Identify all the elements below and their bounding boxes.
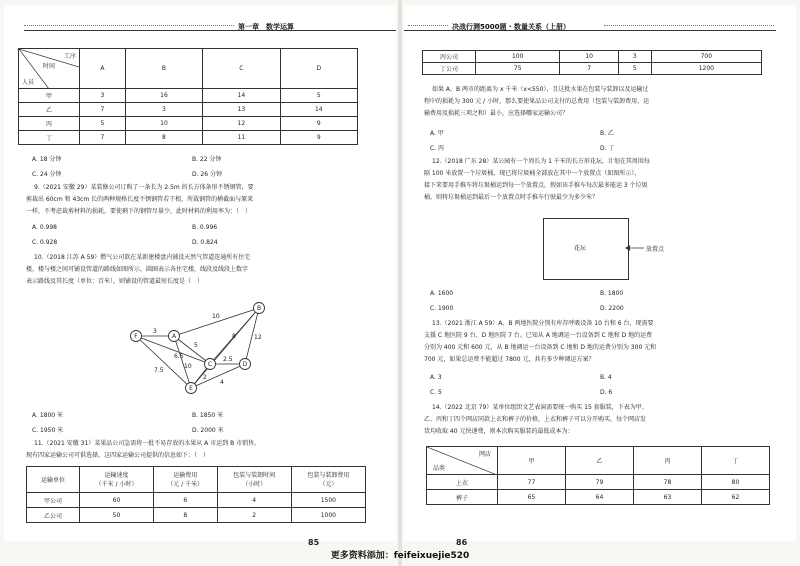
table-cell: 7 (560, 63, 619, 75)
table-cell: 80 (702, 475, 770, 490)
column-header: A (80, 49, 126, 89)
table-cell: 7 (80, 131, 126, 145)
edge-label: 5 (194, 342, 198, 349)
option-b: B. 22 分钟 (192, 156, 222, 163)
table-cell: 3 (618, 51, 651, 63)
process-time-table (18, 48, 358, 145)
question-text: 剪裁出 60cm 和 43cm 长的两种规格长度不锈钢管若干根，所裁钢管的横截面与原来 (26, 196, 254, 203)
column-header: 丁 (702, 447, 770, 475)
option-c: C. 24 分钟 (32, 171, 62, 178)
option-d: D. 丁 (600, 145, 615, 152)
option-b: B. 乙 (600, 130, 614, 137)
table-cell: 78 (634, 475, 702, 490)
question-text: 程中的损耗为 300 元 / 小时，那么要使果品公司支付的总费用（包装与装卸费用、运 (424, 98, 650, 105)
arrow-icon (624, 242, 644, 254)
header-dots (24, 25, 234, 26)
option-a: A. 甲 (430, 130, 444, 137)
column-header: C (203, 49, 280, 89)
table-row (423, 63, 762, 75)
option-c: C. 1950 米 (32, 427, 64, 434)
option-b: B. 1800 (600, 290, 624, 297)
column-header: 甲 (498, 447, 566, 475)
table-cell: 1500 (291, 493, 365, 508)
corner-label-category: 品类 (433, 465, 446, 472)
node-label: B (256, 305, 262, 312)
option-d: D. 2000 米 (192, 427, 224, 434)
edge-e-d (191, 364, 245, 388)
node-label: C (207, 361, 213, 368)
question-text: 700 元，如果总运费不能超过 7800 元，共有多少种调运方案？ (424, 356, 595, 363)
header-dots (408, 25, 448, 26)
table-cell: 8 (125, 131, 202, 145)
table-cell: 9 (280, 117, 357, 131)
header-rule (404, 30, 776, 31)
table-cell: 11 (203, 131, 280, 145)
row-label: 甲 (19, 89, 80, 103)
table-cell: 64 (566, 490, 634, 505)
table-row (19, 103, 358, 117)
question-text: 9.（2021 安徽 29）某装修公司订购了一条长为 2.5m 的长方体条形不锈钢管，要 (34, 184, 254, 191)
transport-company-table-continued (422, 50, 762, 75)
question-text: 14.（2022 北京 79）某单位组织文艺表演需要统一购买 15 套服装，下表为甲、 (432, 404, 648, 411)
edge-label: 10 (212, 313, 220, 320)
table-row (27, 508, 366, 523)
option-b: B. 0.996 (192, 224, 218, 231)
column-header: 乙 (566, 447, 634, 475)
table-cell: 700 (651, 51, 761, 63)
corner-label-person: 人员 (22, 79, 35, 86)
edge-label: 10 (184, 363, 192, 370)
footer-contact-note: 更多资料添加：feifeixuejie520 (330, 551, 470, 561)
table-row (427, 490, 770, 505)
table-cell: 50 (80, 508, 154, 523)
question-text: 表示路线及其长度（单位：百米），则铺设的管道最短长度是（ ） (26, 278, 204, 285)
table-row (27, 493, 366, 508)
table-cell: 3 (80, 89, 126, 103)
question-text: 12.（2018 广东 28）某公园有一个周长为 1 千米的长方形花坛，计划在其周围每 (432, 158, 650, 165)
option-b: B. 4 (600, 374, 612, 381)
left-page (4, 6, 396, 547)
table-row (19, 131, 358, 145)
option-c: C. 5 (430, 389, 442, 396)
page-number: 86 (456, 538, 468, 547)
corner-label-process: 工序 (63, 53, 76, 60)
page-gutter (398, 0, 402, 566)
option-a: A. 1600 (430, 290, 454, 297)
table-cell: 79 (566, 475, 634, 490)
column-header: D (280, 49, 357, 89)
option-d: D. 0.824 (192, 239, 218, 246)
row-label: 裤子 (427, 490, 498, 505)
option-d: D. 26 分钟 (192, 171, 222, 178)
table-cell: 12 (203, 117, 280, 131)
edge-label: 2.5 (223, 356, 233, 363)
table-cell: 100 (476, 51, 560, 63)
node-label: D (242, 361, 248, 368)
row-label: 丁 (19, 131, 80, 145)
table-cell: 5 (618, 63, 651, 75)
table-cell: 丁公司 (423, 63, 476, 75)
table-corner-cell (19, 49, 80, 89)
table-corner-cell (427, 447, 498, 475)
clothing-price-table (426, 446, 770, 505)
question-text: 货均收取 40 元快递费，则本次购买服装的最低成本为： (424, 428, 574, 435)
table-cell: 3 (125, 103, 202, 117)
right-page-header: 决战行测5000题 · 数量关系（上册） (452, 23, 571, 31)
row-label: 丙 (19, 117, 80, 131)
header-dots (604, 25, 774, 26)
table-cell: 1000 (291, 508, 365, 523)
question-text: 分别为 400 元和 600 元，从 B 地调运一台设备到 C 地和 D 地的运费分别为 300 元和 (424, 344, 657, 351)
question-text: 11.（2021 安徽 31）某果品公司急需将一批不易存放的水果从 A 市运到 B 市销售。 (34, 440, 261, 447)
right-page (404, 6, 796, 547)
table-cell: 9 (280, 131, 357, 145)
option-c: C. 1900 (430, 305, 454, 312)
table-cell: 10 (125, 117, 202, 131)
column-header: B (125, 49, 202, 89)
node-label: A (171, 333, 177, 340)
corner-label-store: 网店 (478, 451, 491, 458)
table-cell: 10 (560, 51, 619, 63)
question-text: 隔 100 米放置一个垃圾桶，现已将垃圾桶全部放在其中一个放置点（如图所示）， (424, 170, 641, 177)
corner-label-time: 时间 (43, 63, 56, 70)
option-a: A. 18 分钟 (32, 156, 62, 163)
question-text: 接下来要用手推车将垃圾桶运到每一个放置点，假如该手推车每次最多能运 3 个垃圾 (424, 182, 648, 189)
column-header: 包装与装卸费用 （元） (291, 467, 365, 493)
question-text: 桶，则将垃圾桶运到最后一个放置点时手推车行驶最少为多少米？ (424, 194, 599, 201)
option-c: C. 丙 (430, 145, 445, 152)
question-text: 现有四家运输公司可供选择，这四家运输公司提供的信息如下：（ ） (26, 452, 210, 459)
question-text: 输费用及损耗三项之和）最小，应选择哪家运输公司？ (424, 110, 569, 117)
edge-label: 3 (153, 328, 157, 335)
table-cell: 7 (80, 103, 126, 117)
edge-label: 2 (203, 374, 207, 381)
edge-label: 4 (220, 379, 224, 386)
question-text: 如果 A、B 两市的距离为 x 千米（x<550），且这批水果在包装与装卸以及运输过 (432, 86, 649, 93)
option-d: D. 2200 (600, 305, 624, 312)
table-cell: 60 (80, 493, 154, 508)
flowerbed-label: 花坛 (574, 245, 587, 252)
table-cell: 16 (125, 89, 202, 103)
table-row (19, 117, 358, 131)
table-cell: 65 (498, 490, 566, 505)
question-text: 支援 C 地医院 9 台、D 地医院 7 台。已知从 A 地调运一台设备到 C 地和 D 地的运费 (424, 332, 653, 339)
table-cell: 75 (476, 63, 560, 75)
column-header: 包装与装卸时间 （小时） (217, 467, 291, 493)
table-cell: 丙公司 (423, 51, 476, 63)
edge-label: 8 (232, 333, 236, 340)
table-cell: 62 (702, 490, 770, 505)
question-text: 一样，不考虑裁剪材料的损耗，要使剩下的钢管尽量少，此时材料的利用率为：（ ） (26, 208, 252, 215)
table-cell: 14 (280, 103, 357, 117)
edge-label: 6.5 (174, 353, 184, 360)
table-cell: 14 (203, 89, 280, 103)
option-c: C. 0.928 (32, 239, 58, 246)
placement-point-label: 放置点 (646, 246, 665, 253)
table-cell: 1200 (651, 63, 761, 75)
option-a: A. 1800 米 (32, 412, 63, 419)
table-cell: 5 (80, 117, 126, 131)
column-header: 运输单位 (27, 467, 80, 493)
table-row (427, 475, 770, 490)
node-label: F (134, 333, 138, 340)
table-row (19, 89, 358, 103)
table-cell: 6 (153, 493, 217, 508)
table-cell: 13 (203, 103, 280, 117)
column-header: 丙 (634, 447, 702, 475)
table-cell: 8 (153, 508, 217, 523)
option-a: A. 0.998 (32, 224, 57, 231)
row-label: 乙 (19, 103, 80, 117)
node-label: E (189, 385, 193, 392)
table-cell: 甲公司 (27, 493, 80, 508)
question-text: 楼，楼与楼之间可铺设管道的路线如图所示，圆圈表示各住宅楼，线段及线段上数字 (26, 266, 249, 273)
table-cell: 乙公司 (27, 508, 80, 523)
edge-label: 12 (254, 334, 262, 341)
table-cell: 2 (217, 508, 291, 523)
question-text: 乙、丙和丁四个网店同款上衣和裤子的价格，上衣和裤子可以分开购买，每个网店发 (424, 416, 647, 423)
question-text: 10.（2018 江苏 A 59）燃气公司欲在某新建楼盘内铺设天然气管道连通所有住宅 (34, 254, 251, 261)
row-label: 上衣 (427, 475, 498, 490)
transport-company-table (26, 466, 366, 523)
column-header: 运输费用 （元 / 千米） (153, 467, 217, 493)
flowerbed-rectangle (543, 218, 629, 280)
page-number: 85 (308, 538, 320, 547)
option-d: D. 6 (600, 389, 613, 396)
option-a: A. 3 (430, 374, 442, 381)
column-header: 运输速度 （千米 / 小时） (80, 467, 154, 493)
table-cell: 63 (634, 490, 702, 505)
question-text: 13.（2021 浙江 A 59）A、B 两地医院分别有库存呼吸设备 10 台和 6 台，现需要 (432, 320, 654, 327)
option-b: B. 1850 米 (192, 412, 224, 419)
left-page-header: 第一章 数学运算 (238, 23, 294, 31)
table-cell: 4 (217, 493, 291, 508)
table-row (423, 51, 762, 63)
header-rule (24, 30, 396, 31)
edge-label: 7.5 (154, 367, 164, 374)
table-cell: 5 (280, 89, 357, 103)
table-cell: 77 (498, 475, 566, 490)
pipeline-network-graph (114, 294, 284, 402)
